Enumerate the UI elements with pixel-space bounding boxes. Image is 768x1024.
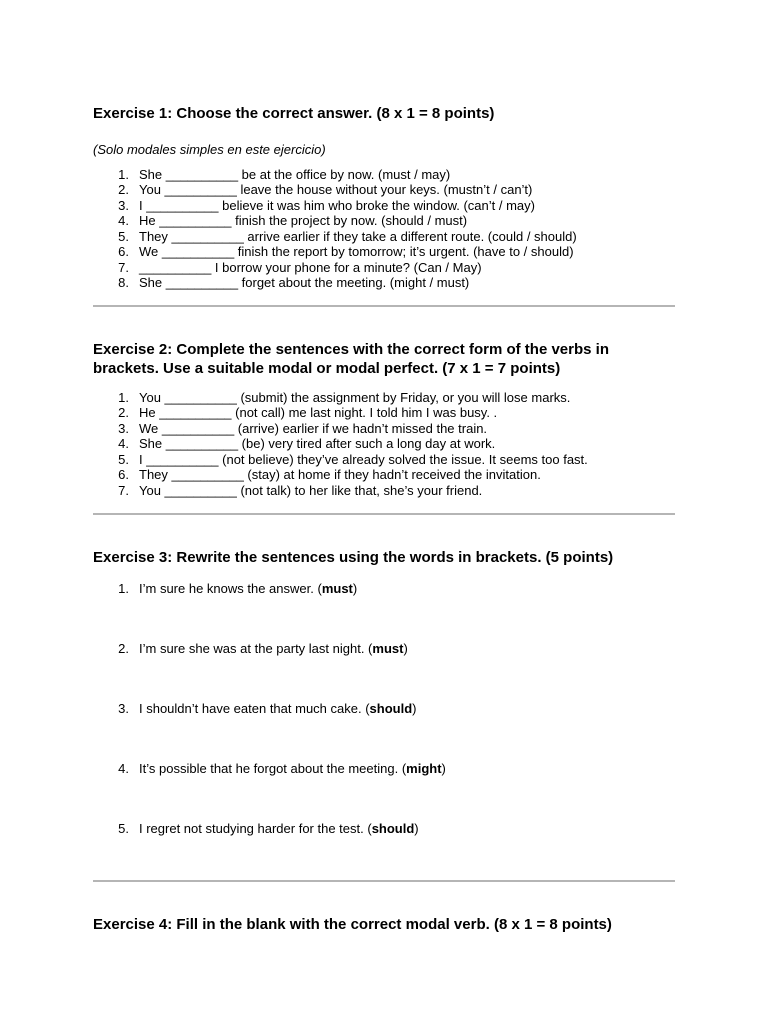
- exercise-3-list: [93, 581, 675, 881]
- list-item: 8. She __________ forget about the meeting. (might / must): [118, 275, 470, 291]
- exercise-2-list-wrap: [93, 390, 675, 498]
- exercise-1-note: (Solo modales simples en este ejercicio): [93, 142, 326, 157]
- keyword: might: [406, 761, 442, 776]
- exercise-1-list: [93, 167, 675, 291]
- list-item: 5. They __________ arrive earlier if they take a different route. (could / should): [118, 228, 577, 244]
- list-item: 3. I __________ believe it was him who broke the window. (can’t / may): [118, 197, 535, 213]
- list-item: 2. You __________ leave the house without your keys. (mustn’t / can’t): [118, 182, 533, 198]
- divider: [93, 305, 675, 307]
- list-item: 3. We __________ (arrive) earlier if we hadn’t missed the train.: [118, 420, 488, 436]
- exercise-2-heading: Exercise 2: Complete the sentences with the correct form of the verbs in brackets. Use a suitable modal or modal perfect. (7 x 1 = 7 points): [93, 341, 609, 377]
- list-item: 1. I’m sure he knows the answer. (must): [118, 581, 358, 596]
- list-item: 2. He __________ (not call) me last night. I told him I was busy. .: [118, 405, 498, 421]
- list-item: 4. He __________ finish the project by now. (should / must): [118, 213, 468, 229]
- list-item: 1. You __________ (submit) the assignment by Friday, or you will lose marks.: [118, 390, 571, 405]
- exercise-1: [93, 104, 675, 158]
- keyword: must: [321, 581, 353, 596]
- list-item: 7. You __________ (not talk) to her like that, she’s your friend.: [118, 482, 483, 498]
- keyword: should: [369, 701, 413, 716]
- list-item: 6. They __________ (stay) at home if they hadn’t received the invitation.: [118, 467, 541, 483]
- divider: [93, 513, 675, 515]
- list-item: 1. She __________ be at the office by now. (must / may): [118, 167, 451, 182]
- list-item: 5. I regret not studying harder for the test. (should): [118, 821, 419, 836]
- exercise-3: [93, 548, 675, 567]
- exercise-4: [93, 915, 675, 934]
- list-item: 5. I __________ (not believe) they’ve already solved the issue. It seems too fast.: [118, 451, 588, 467]
- exercise-3-list-wrap: [93, 581, 675, 881]
- exercise-2: [93, 340, 675, 378]
- exercise-1-list-wrap: [93, 167, 675, 291]
- keyword: should: [371, 821, 415, 836]
- keyword: must: [372, 641, 404, 656]
- exercise-2-list: [93, 390, 675, 498]
- exercise-3-heading: Exercise 3: Rewrite the sentences using the words in brackets. (5 points): [93, 549, 614, 566]
- divider: [93, 880, 675, 882]
- list-item: 6. We __________ finish the report by tomorrow; it’s urgent. (have to / should): [118, 244, 574, 260]
- list-item: 3. I shouldn’t have eaten that much cake. (should): [118, 701, 417, 716]
- list-item: 7. __________ I borrow your phone for a minute? (Can / May): [118, 259, 482, 275]
- list-item: 2. I’m sure she was at the party last night. (must): [118, 641, 408, 656]
- exercise-1-heading: Exercise 1: Choose the correct answer. (8 x 1 = 8 points): [93, 105, 495, 122]
- exercise-4-heading: Exercise 4: Fill in the blank with the correct modal verb. (8 x 1 = 8 points): [93, 916, 612, 933]
- list-item: 4. She __________ (be) very tired after such a long day at work.: [118, 436, 496, 452]
- list-item: 4. It’s possible that he forgot about the meeting. (might): [118, 761, 446, 776]
